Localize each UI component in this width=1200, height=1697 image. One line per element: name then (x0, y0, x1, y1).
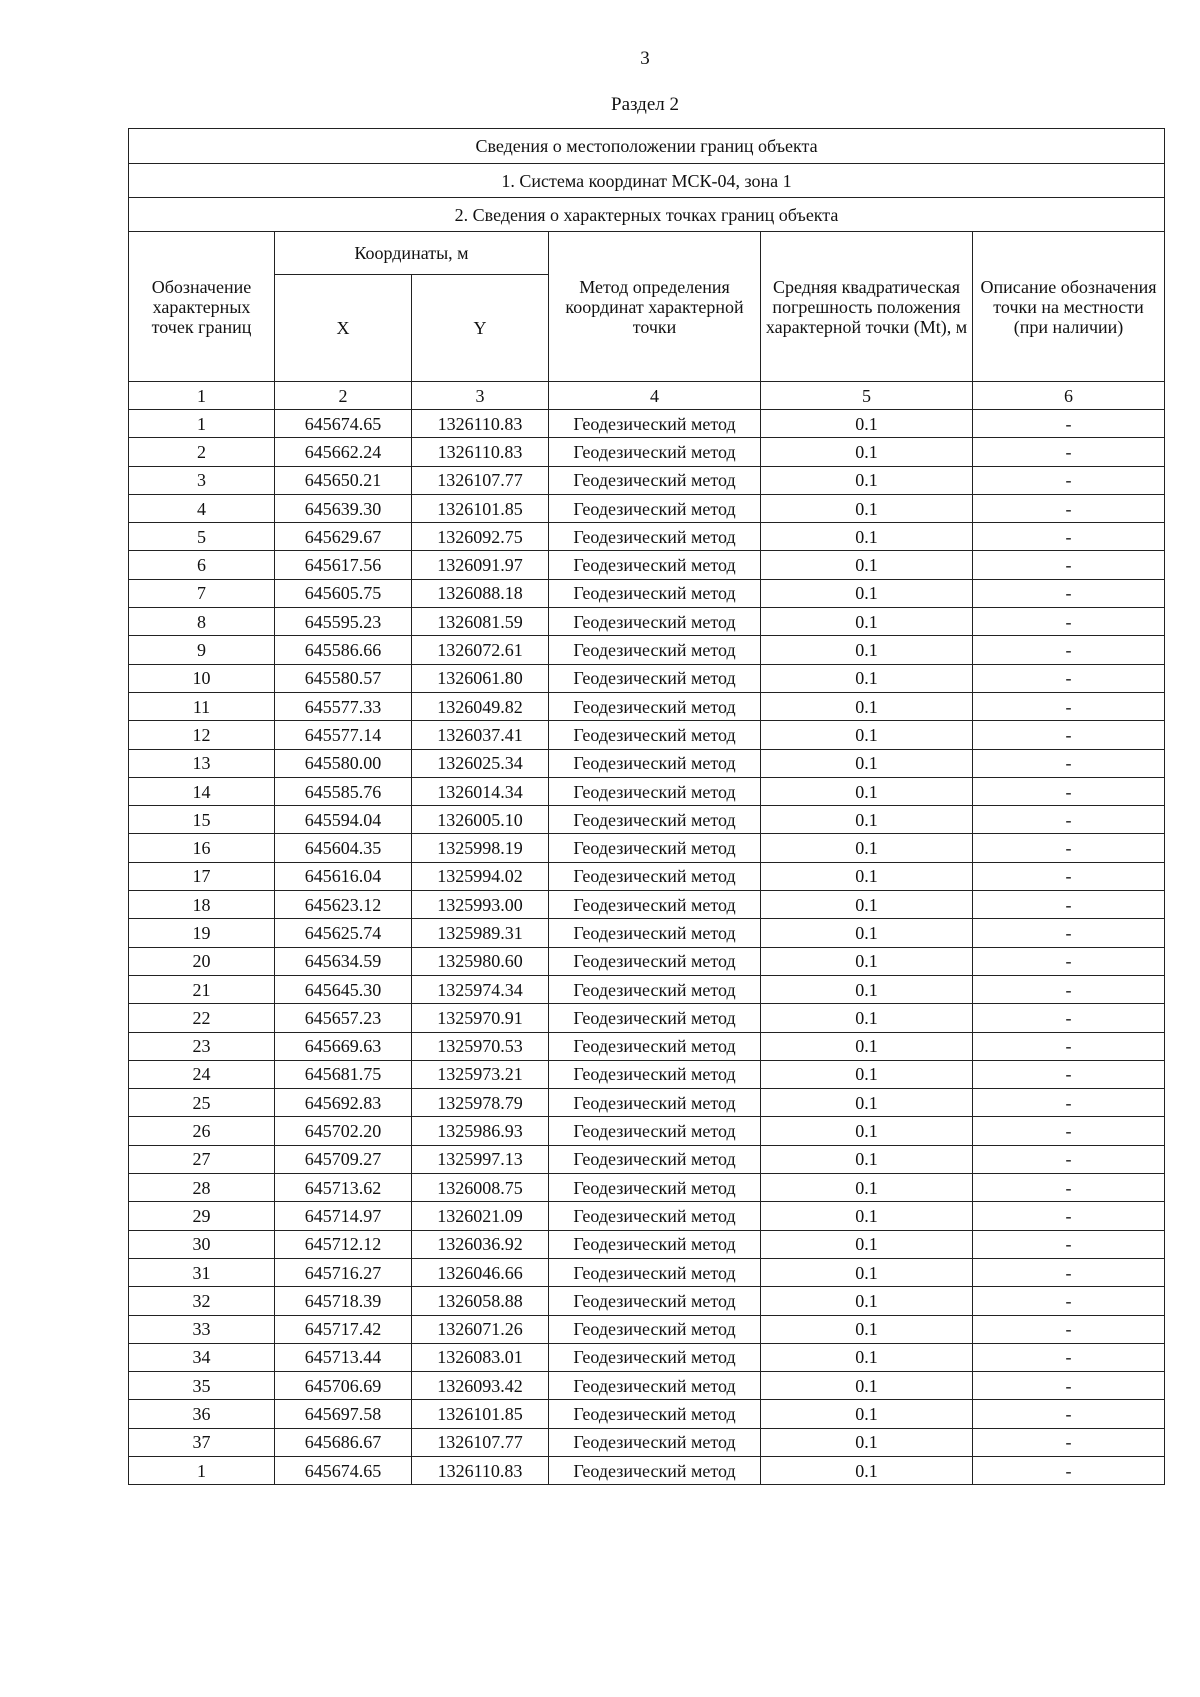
table-row (129, 947, 1165, 975)
method: Геодезический метод (549, 1145, 761, 1173)
point-number: 17 (129, 862, 275, 890)
description: - (973, 608, 1165, 636)
coord-x: 645623.12 (275, 891, 412, 919)
coord-y: 1326008.75 (412, 1174, 549, 1202)
accuracy: 0.1 (761, 1456, 973, 1484)
accuracy: 0.1 (761, 1117, 973, 1145)
column-number: 1 (129, 382, 275, 410)
point-number: 3 (129, 466, 275, 494)
column-number: 6 (973, 382, 1165, 410)
point-number: 14 (129, 777, 275, 805)
column-number: 5 (761, 382, 973, 410)
coord-y: 1326101.85 (412, 1400, 549, 1428)
header-coordinates: Координаты, м (275, 232, 549, 275)
accuracy: 0.1 (761, 1287, 973, 1315)
method: Геодезический метод (549, 1004, 761, 1032)
coord-x: 645616.04 (275, 862, 412, 890)
accuracy: 0.1 (761, 410, 973, 438)
table-row (129, 975, 1165, 1003)
method: Геодезический метод (549, 523, 761, 551)
page-number: 3 (640, 48, 650, 69)
coord-y: 1326058.88 (412, 1287, 549, 1315)
coord-y: 1325978.79 (412, 1089, 549, 1117)
table-row (129, 1372, 1165, 1400)
coord-y: 1325989.31 (412, 919, 549, 947)
header-accuracy: Средняя квадратическая погрешность положения характерной точки (Mt), м (761, 232, 973, 382)
coord-x: 645580.57 (275, 664, 412, 692)
method: Геодезический метод (549, 975, 761, 1003)
accuracy: 0.1 (761, 975, 973, 1003)
point-number: 9 (129, 636, 275, 664)
accuracy: 0.1 (761, 636, 973, 664)
accuracy: 0.1 (761, 1004, 973, 1032)
table-row (129, 438, 1165, 466)
coord-y: 1326088.18 (412, 579, 549, 607)
accuracy: 0.1 (761, 1315, 973, 1343)
point-number: 5 (129, 523, 275, 551)
accuracy: 0.1 (761, 1174, 973, 1202)
coord-y: 1325980.60 (412, 947, 549, 975)
coord-y: 1326110.83 (412, 410, 549, 438)
method: Геодезический метод (549, 777, 761, 805)
point-number: 16 (129, 834, 275, 862)
point-number: 23 (129, 1032, 275, 1060)
coord-y: 1325974.34 (412, 975, 549, 1003)
description: - (973, 551, 1165, 579)
coord-y: 1326014.34 (412, 777, 549, 805)
accuracy: 0.1 (761, 1089, 973, 1117)
description: - (973, 1428, 1165, 1456)
coord-y: 1325986.93 (412, 1117, 549, 1145)
description: - (973, 1004, 1165, 1032)
accuracy: 0.1 (761, 1032, 973, 1060)
coord-x: 645639.30 (275, 494, 412, 522)
accuracy: 0.1 (761, 1230, 973, 1258)
point-number: 7 (129, 579, 275, 607)
coord-x: 645702.20 (275, 1117, 412, 1145)
accuracy: 0.1 (761, 438, 973, 466)
coord-x: 645645.30 (275, 975, 412, 1003)
coord-y: 1326093.42 (412, 1372, 549, 1400)
table-row (129, 749, 1165, 777)
description: - (973, 1258, 1165, 1286)
coord-x: 645713.62 (275, 1174, 412, 1202)
description: - (973, 1287, 1165, 1315)
accuracy: 0.1 (761, 862, 973, 890)
point-number: 4 (129, 494, 275, 522)
coord-x: 645713.44 (275, 1343, 412, 1371)
point-number: 32 (129, 1287, 275, 1315)
method: Геодезический метод (549, 692, 761, 720)
point-number: 34 (129, 1343, 275, 1371)
description: - (973, 466, 1165, 494)
point-number: 13 (129, 749, 275, 777)
table-row (129, 1032, 1165, 1060)
coord-x: 645697.58 (275, 1400, 412, 1428)
description: - (973, 777, 1165, 805)
point-number: 21 (129, 975, 275, 1003)
table-row (129, 410, 1165, 438)
method: Геодезический метод (549, 1456, 761, 1484)
coord-y: 1326046.66 (412, 1258, 549, 1286)
description: - (973, 1145, 1165, 1173)
column-number-row (129, 382, 1165, 410)
coord-x: 645625.74 (275, 919, 412, 947)
header-x: X (275, 275, 412, 382)
coord-y: 1326072.61 (412, 636, 549, 664)
method: Геодезический метод (549, 1372, 761, 1400)
coord-x: 645605.75 (275, 579, 412, 607)
method: Геодезический метод (549, 1060, 761, 1088)
coord-x: 645674.65 (275, 1456, 412, 1484)
coord-y: 1326107.77 (412, 1428, 549, 1456)
table-row (129, 1400, 1165, 1428)
description: - (973, 523, 1165, 551)
table-row (129, 494, 1165, 522)
coord-x: 645629.67 (275, 523, 412, 551)
coord-x: 645714.97 (275, 1202, 412, 1230)
points-section-title: 2. Сведения о характерных точках границ объекта (129, 198, 1165, 232)
table-row (129, 1315, 1165, 1343)
method: Геодезический метод (549, 1230, 761, 1258)
method: Геодезический метод (549, 608, 761, 636)
accuracy: 0.1 (761, 664, 973, 692)
coord-y: 1326071.26 (412, 1315, 549, 1343)
accuracy: 0.1 (761, 947, 973, 975)
coord-x: 645706.69 (275, 1372, 412, 1400)
method: Геодезический метод (549, 1343, 761, 1371)
coord-x: 645674.65 (275, 410, 412, 438)
description: - (973, 1032, 1165, 1060)
method: Геодезический метод (549, 891, 761, 919)
description: - (973, 947, 1165, 975)
accuracy: 0.1 (761, 523, 973, 551)
accuracy: 0.1 (761, 1258, 973, 1286)
coord-y: 1326081.59 (412, 608, 549, 636)
coord-x: 645717.42 (275, 1315, 412, 1343)
accuracy: 0.1 (761, 777, 973, 805)
coord-x: 645604.35 (275, 834, 412, 862)
table-row (129, 862, 1165, 890)
method: Геодезический метод (549, 806, 761, 834)
table-row (129, 1174, 1165, 1202)
coord-x: 645577.14 (275, 721, 412, 749)
point-number: 11 (129, 692, 275, 720)
description: - (973, 721, 1165, 749)
method: Геодезический метод (549, 1258, 761, 1286)
description: - (973, 1174, 1165, 1202)
description: - (973, 410, 1165, 438)
table-row (129, 919, 1165, 947)
table-row (129, 664, 1165, 692)
table-row (129, 1258, 1165, 1286)
method: Геодезический метод (549, 636, 761, 664)
accuracy: 0.1 (761, 579, 973, 607)
accuracy: 0.1 (761, 721, 973, 749)
description: - (973, 975, 1165, 1003)
coord-x: 645595.23 (275, 608, 412, 636)
accuracy: 0.1 (761, 1428, 973, 1456)
coord-x: 645712.12 (275, 1230, 412, 1258)
method: Геодезический метод (549, 947, 761, 975)
column-number: 3 (412, 382, 549, 410)
table-row (129, 692, 1165, 720)
method: Геодезический метод (549, 1089, 761, 1117)
table-row (129, 1089, 1165, 1117)
point-number: 28 (129, 1174, 275, 1202)
coord-y: 1326036.92 (412, 1230, 549, 1258)
method: Геодезический метод (549, 494, 761, 522)
coord-x: 645585.76 (275, 777, 412, 805)
description: - (973, 1456, 1165, 1484)
method: Геодезический метод (549, 664, 761, 692)
table-row (129, 523, 1165, 551)
method: Геодезический метод (549, 749, 761, 777)
table-row (129, 834, 1165, 862)
coord-x: 645681.75 (275, 1060, 412, 1088)
description: - (973, 1117, 1165, 1145)
table-row (129, 777, 1165, 805)
table-row (129, 636, 1165, 664)
point-number: 35 (129, 1372, 275, 1400)
table-row (129, 1117, 1165, 1145)
description: - (973, 494, 1165, 522)
accuracy: 0.1 (761, 1372, 973, 1400)
coord-y: 1325997.13 (412, 1145, 549, 1173)
method: Геодезический метод (549, 919, 761, 947)
point-number: 12 (129, 721, 275, 749)
coord-x: 645709.27 (275, 1145, 412, 1173)
coord-y: 1326021.09 (412, 1202, 549, 1230)
point-number: 30 (129, 1230, 275, 1258)
method: Геодезический метод (549, 721, 761, 749)
method: Геодезический метод (549, 862, 761, 890)
coord-y: 1325998.19 (412, 834, 549, 862)
table-row (129, 1287, 1165, 1315)
table-row (129, 721, 1165, 749)
coord-y: 1326083.01 (412, 1343, 549, 1371)
coord-x: 645686.67 (275, 1428, 412, 1456)
accuracy: 0.1 (761, 919, 973, 947)
description: - (973, 1089, 1165, 1117)
table-row (129, 608, 1165, 636)
point-number: 31 (129, 1258, 275, 1286)
coord-x: 645662.24 (275, 438, 412, 466)
method: Геодезический метод (549, 1174, 761, 1202)
coord-x: 645580.00 (275, 749, 412, 777)
method: Геодезический метод (549, 834, 761, 862)
point-number: 20 (129, 947, 275, 975)
accuracy: 0.1 (761, 608, 973, 636)
method: Геодезический метод (549, 1202, 761, 1230)
boundary-points-table (128, 128, 1165, 1485)
point-number: 29 (129, 1202, 275, 1230)
point-number: 27 (129, 1145, 275, 1173)
coord-x: 645577.33 (275, 692, 412, 720)
header-designation: Обозначение характерных точек границ (129, 232, 275, 382)
point-number: 36 (129, 1400, 275, 1428)
table-row (129, 891, 1165, 919)
method: Геодезический метод (549, 1032, 761, 1060)
accuracy: 0.1 (761, 494, 973, 522)
method: Геодезический метод (549, 579, 761, 607)
coord-x: 645657.23 (275, 1004, 412, 1032)
coord-y: 1325994.02 (412, 862, 549, 890)
coord-x: 645692.83 (275, 1089, 412, 1117)
description: - (973, 1315, 1165, 1343)
coord-y: 1326037.41 (412, 721, 549, 749)
table-row (129, 1456, 1165, 1484)
coord-x: 645617.56 (275, 551, 412, 579)
description: - (973, 636, 1165, 664)
description: - (973, 1230, 1165, 1258)
coord-y: 1326092.75 (412, 523, 549, 551)
point-number: 1 (129, 410, 275, 438)
description: - (973, 806, 1165, 834)
header-y: Y (412, 275, 549, 382)
table-row (129, 1145, 1165, 1173)
method: Геодезический метод (549, 410, 761, 438)
column-number: 2 (275, 382, 412, 410)
coord-y: 1326110.83 (412, 1456, 549, 1484)
method: Геодезический метод (549, 466, 761, 494)
point-number: 10 (129, 664, 275, 692)
table-caption: Сведения о местоположении границ объекта (129, 129, 1165, 164)
coord-x: 645718.39 (275, 1287, 412, 1315)
description: - (973, 891, 1165, 919)
coord-y: 1326061.80 (412, 664, 549, 692)
method: Геодезический метод (549, 1428, 761, 1456)
coord-x: 645650.21 (275, 466, 412, 494)
point-number: 2 (129, 438, 275, 466)
accuracy: 0.1 (761, 1202, 973, 1230)
table-row (129, 1202, 1165, 1230)
point-number: 1 (129, 1456, 275, 1484)
point-number: 15 (129, 806, 275, 834)
column-number: 4 (549, 382, 761, 410)
table-row (129, 579, 1165, 607)
coord-x: 645634.59 (275, 947, 412, 975)
accuracy: 0.1 (761, 891, 973, 919)
point-number: 18 (129, 891, 275, 919)
table-row (129, 551, 1165, 579)
accuracy: 0.1 (761, 1145, 973, 1173)
coord-y: 1326049.82 (412, 692, 549, 720)
coord-x: 645716.27 (275, 1258, 412, 1286)
section-title: Раздел 2 (611, 94, 679, 115)
coord-y: 1325973.21 (412, 1060, 549, 1088)
coord-y: 1326091.97 (412, 551, 549, 579)
method: Геодезический метод (549, 1315, 761, 1343)
accuracy: 0.1 (761, 834, 973, 862)
coord-y: 1325993.00 (412, 891, 549, 919)
method: Геодезический метод (549, 551, 761, 579)
description: - (973, 579, 1165, 607)
accuracy: 0.1 (761, 466, 973, 494)
table-row (129, 1004, 1165, 1032)
point-number: 24 (129, 1060, 275, 1088)
accuracy: 0.1 (761, 749, 973, 777)
description: - (973, 664, 1165, 692)
table-row (129, 1428, 1165, 1456)
description: - (973, 749, 1165, 777)
point-number: 33 (129, 1315, 275, 1343)
description: - (973, 1060, 1165, 1088)
accuracy: 0.1 (761, 1343, 973, 1371)
point-number: 8 (129, 608, 275, 636)
coord-y: 1326101.85 (412, 494, 549, 522)
description: - (973, 692, 1165, 720)
point-number: 26 (129, 1117, 275, 1145)
accuracy: 0.1 (761, 551, 973, 579)
accuracy: 0.1 (761, 1400, 973, 1428)
table-row (129, 1343, 1165, 1371)
header-description: Описание обозначения точки на местности (при наличии) (973, 232, 1165, 382)
point-number: 37 (129, 1428, 275, 1456)
method: Геодезический метод (549, 1117, 761, 1145)
description: - (973, 1372, 1165, 1400)
method: Геодезический метод (549, 438, 761, 466)
point-number: 25 (129, 1089, 275, 1117)
description: - (973, 438, 1165, 466)
coord-x: 645586.66 (275, 636, 412, 664)
table-row (129, 466, 1165, 494)
coord-y: 1326110.83 (412, 438, 549, 466)
method: Геодезический метод (549, 1400, 761, 1428)
coord-x: 645594.04 (275, 806, 412, 834)
point-number: 19 (129, 919, 275, 947)
table-row (129, 1060, 1165, 1088)
header-method: Метод определения координат характерной точки (549, 232, 761, 382)
accuracy: 0.1 (761, 692, 973, 720)
table-row (129, 806, 1165, 834)
point-number: 22 (129, 1004, 275, 1032)
coord-y: 1325970.53 (412, 1032, 549, 1060)
coord-y: 1326025.34 (412, 749, 549, 777)
description: - (973, 1202, 1165, 1230)
description: - (973, 919, 1165, 947)
description: - (973, 862, 1165, 890)
method: Геодезический метод (549, 1287, 761, 1315)
table-row (129, 1230, 1165, 1258)
point-number: 6 (129, 551, 275, 579)
accuracy: 0.1 (761, 806, 973, 834)
coord-y: 1326005.10 (412, 806, 549, 834)
description: - (973, 1400, 1165, 1428)
description: - (973, 834, 1165, 862)
coordinate-system: 1. Система координат МСК-04, зона 1 (129, 164, 1165, 198)
accuracy: 0.1 (761, 1060, 973, 1088)
description: - (973, 1343, 1165, 1371)
coord-y: 1325970.91 (412, 1004, 549, 1032)
coord-y: 1326107.77 (412, 466, 549, 494)
coord-x: 645669.63 (275, 1032, 412, 1060)
